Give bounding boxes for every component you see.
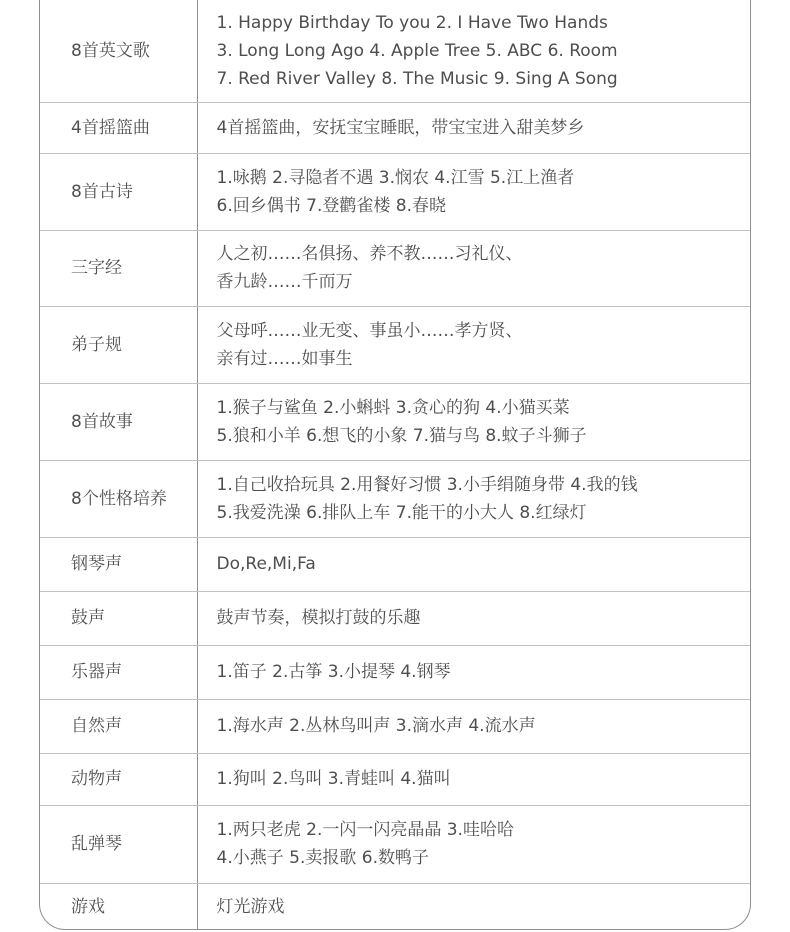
table-row <box>40 383 750 460</box>
content-table <box>40 0 750 930</box>
content-line: 5.狼和小羊 6.想飞的小象 7.猫与鸟 8.蚊子斗狮子 <box>216 425 587 446</box>
content-line: 1. Happy Birthday To you 2. I Have Two Hands <box>216 12 608 33</box>
table-row <box>40 0 750 102</box>
row-label: 乱弹琴 <box>40 805 197 883</box>
content-line: 1.咏鹅 2.寻隐者不遇 3.悯农 4.江雪 5.江上渔者 <box>216 167 575 188</box>
table-row <box>40 699 750 753</box>
table-row <box>40 460 750 537</box>
row-content <box>197 0 750 102</box>
row-label: 乐器声 <box>40 645 197 699</box>
content-line: 4.小燕子 5.卖报歌 6.数鸭子 <box>216 848 429 868</box>
content-line: 1.自己收拾玩具 2.用餐好习惯 3.小手绢随身带 4.我的钱 <box>216 474 638 495</box>
content-line: 香九龄……千而万 <box>216 272 353 292</box>
content-table-body <box>40 0 750 930</box>
table-row <box>40 306 750 383</box>
row-label: 动物声 <box>40 753 197 805</box>
row-content <box>197 805 750 883</box>
content-line: 鼓声节奏，模拟打鼓的乐趣 <box>216 608 421 628</box>
content-line: 1.笛子 2.古筝 3.小提琴 4.钢琴 <box>216 662 451 682</box>
row-label: 自然声 <box>40 699 197 753</box>
row-label: 三字经 <box>40 230 197 306</box>
content-line: 父母呼……业无变、事虽小……孝方贤、 <box>216 320 523 341</box>
content-line: 1.狗叫 2.鸟叫 3.青蛙叫 4.猫叫 <box>216 769 451 789</box>
row-label: 4首摇篮曲 <box>40 102 197 153</box>
row-label: 鼓声 <box>40 591 197 645</box>
table-row <box>40 883 750 930</box>
content-line: 1.海水声 2.丛林鸟叫声 3.滴水声 4.流水声 <box>216 716 536 736</box>
row-content <box>197 153 750 230</box>
row-content <box>197 699 750 753</box>
content-line: 亲有过……如事生 <box>216 348 353 369</box>
table-row <box>40 102 750 153</box>
content-table-frame <box>39 0 751 930</box>
row-label: 钢琴声 <box>40 537 197 591</box>
row-content <box>197 537 750 591</box>
content-line: 1.猴子与鲨鱼 2.小蝌蚪 3.贪心的狗 4.小猫买菜 <box>216 397 570 418</box>
table-row <box>40 753 750 805</box>
table-row <box>40 645 750 699</box>
content-line: 灯光游戏 <box>216 896 285 917</box>
content-line: 1.两只老虎 2.一闪一闪亮晶晶 3.哇哈哈 <box>216 820 514 840</box>
content-line: 3. Long Long Ago 4. Apple Tree 5. ABC 6. Room <box>216 40 618 61</box>
content-line: 人之初……名俱扬、养不教……习礼仪、 <box>216 244 523 264</box>
row-content <box>197 753 750 805</box>
row-label: 游戏 <box>40 883 197 930</box>
row-label: 8首故事 <box>40 383 197 460</box>
table-row <box>40 537 750 591</box>
row-label: 8首英文歌 <box>40 0 197 102</box>
content-line: 4首摇篮曲，安抚宝宝睡眠，带宝宝进入甜美梦乡 <box>216 117 585 138</box>
row-content <box>197 102 750 153</box>
table-row <box>40 591 750 645</box>
row-content <box>197 230 750 306</box>
content-line: Do,Re,Mi,Fa <box>216 554 316 574</box>
content-line: 5.我爱洗澡 6.排队上车 7.能干的小大人 8.红绿灯 <box>216 502 587 523</box>
table-row <box>40 230 750 306</box>
content-line: 6.回乡偶书 7.登鹳雀楼 8.春晓 <box>216 195 446 216</box>
row-content <box>197 460 750 537</box>
row-label: 8个性格培养 <box>40 460 197 537</box>
row-content <box>197 383 750 460</box>
table-row <box>40 153 750 230</box>
table-row <box>40 805 750 883</box>
row-label: 8首古诗 <box>40 153 197 230</box>
row-content <box>197 591 750 645</box>
row-label: 弟子规 <box>40 306 197 383</box>
row-content <box>197 306 750 383</box>
row-content <box>197 645 750 699</box>
row-content <box>197 883 750 930</box>
content-line: 7. Red River Valley 8. The Music 9. Sing A Song <box>216 68 618 89</box>
